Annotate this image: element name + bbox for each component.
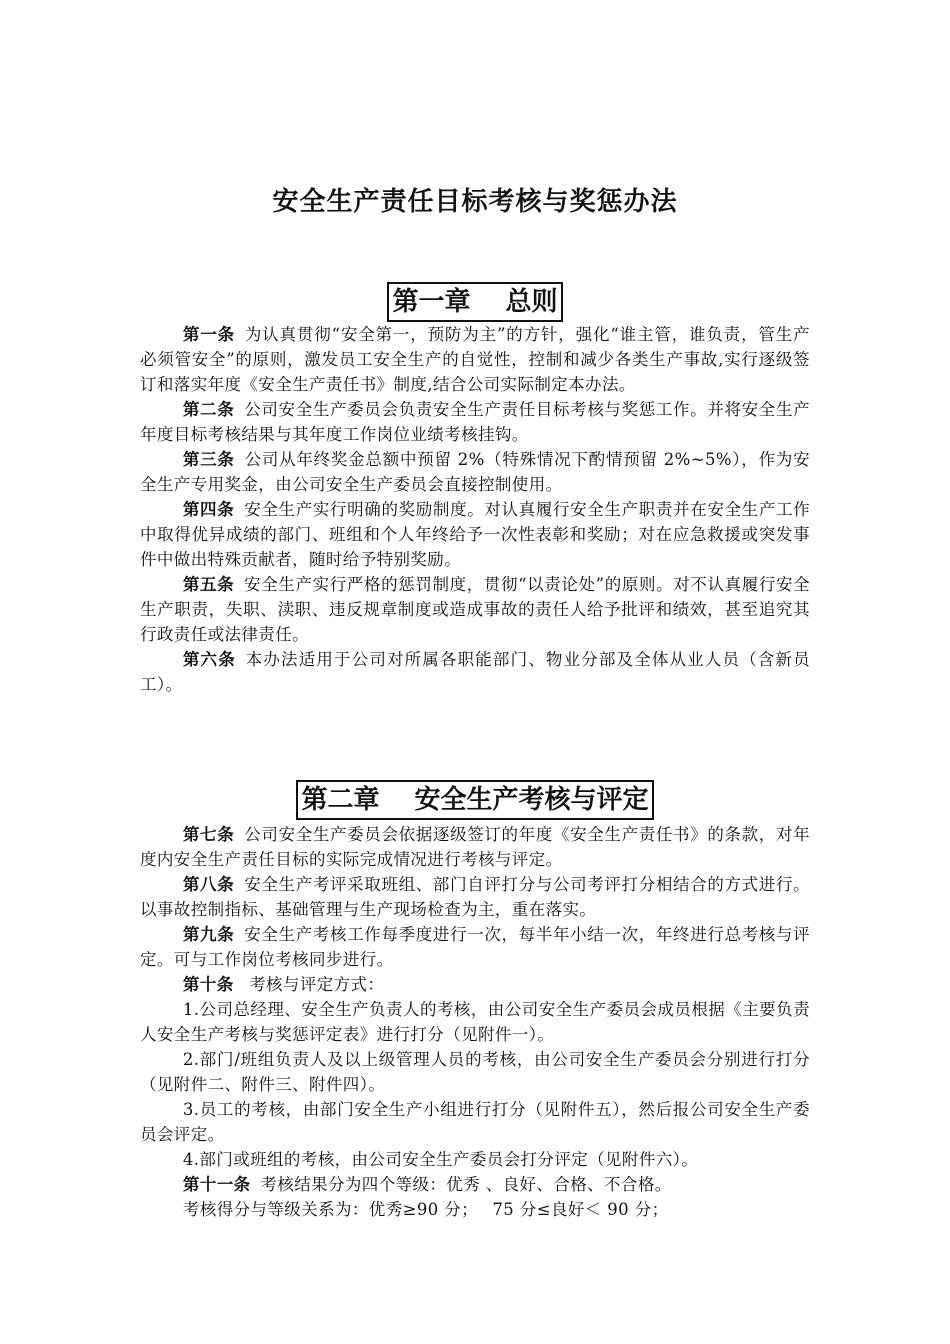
chapter-2-header bbox=[0, 780, 950, 820]
article-label: 第六条 bbox=[182, 650, 236, 669]
article-label: 第三条 bbox=[182, 450, 235, 469]
article-text: 安全生产实行明确的奖励制度。对认真履行安全生产职责并在安全生产工作中取得优异成绩的部门、班组和个人年终给予一次性表彰和奖励；对在应急救援或突发事件中做出特殊贡献者，随时给予特别奖励。 bbox=[140, 500, 811, 569]
article-text: 安全生产考评采取班组、部门自评打分与公司考评打分相结合的方式进行。以事故控制指标、基础管理与生产现场检查为主，重在落实。 bbox=[140, 875, 811, 919]
article-text: 公司从年终奖金总额中预留 2%（特殊情况下酌情预留 2%~5%），作为安全生产专用奖金，由公司安全生产委员会直接控制使用。 bbox=[140, 450, 810, 494]
article-text: 考核与评定方式： bbox=[243, 975, 385, 994]
article-1 bbox=[140, 322, 810, 397]
chapter-1-header bbox=[0, 282, 950, 322]
article-label: 第十条 bbox=[182, 975, 234, 994]
grade-relation-line: 考核得分与等级关系为：优秀≥90 分； 75 分≤良好＜ 90 分； bbox=[182, 1200, 669, 1219]
article-text: 本办法适用于公司对所属各职能部门、物业分部及全体从业人员（含新员工）。 bbox=[140, 650, 810, 694]
article-5 bbox=[140, 572, 810, 647]
assessment-item-1: 1.公司总经理、安全生产负责人的考核，由公司安全生产委员会成员根据《主要负责人安全生产考核与奖惩评定表》进行打分（见附件一）。 bbox=[140, 1000, 810, 1044]
chapter-1-body bbox=[140, 322, 810, 697]
article-label: 第十一条 bbox=[182, 1175, 251, 1194]
article-8 bbox=[140, 872, 810, 922]
article-text: 为认真贯彻“安全第一，预防为主”的方针，强化“谁主管，谁负责，管生产必须管安全”的原则，激发员工安全生产的自觉性，控制和减少各类生产事故,实行逐级签订和落实年度《安全生产责任书》制度,结合公司实际制定本办法。 bbox=[140, 325, 811, 394]
article-text: 考核结果分为四个等级：优秀 、良好、合格、不合格。 bbox=[260, 1175, 672, 1194]
article-text: 公司安全生产委员会负责安全生产责任目标考核与奖惩工作。并将安全生产年度目标考核结果与其年度工作岗位业绩考核挂钩。 bbox=[140, 400, 811, 444]
article-label: 第八条 bbox=[182, 875, 235, 894]
article-3 bbox=[140, 447, 810, 497]
article-10 bbox=[140, 972, 810, 997]
article-4 bbox=[140, 497, 810, 572]
article-text: 安全生产实行严格的惩罚制度，贯彻“以责论处”的原则。对不认真履行安全生产职责，失职、渎职、违反规章制度或造成事故的责任人给予批评和绩效，甚至追究其行政责任或法律责任。 bbox=[140, 575, 810, 644]
chapter-1-title: 第一章 总则 bbox=[387, 282, 562, 322]
article-9 bbox=[140, 922, 810, 972]
article-label: 第四条 bbox=[182, 500, 235, 519]
article-6 bbox=[140, 647, 810, 697]
document-title: 安全生产责任目标考核与奖惩办法 bbox=[272, 187, 678, 217]
article-label: 第二条 bbox=[182, 400, 235, 419]
article-label: 第五条 bbox=[182, 575, 235, 594]
article-text: 安全生产考核工作每季度进行一次，每半年小结一次，年终进行总考核与评定。可与工作岗位考核同步进行。 bbox=[140, 925, 811, 969]
assessment-item-4: 4.部门或班组的考核，由公司安全生产委员会打分评定（见附件六）。 bbox=[182, 1150, 699, 1169]
article-11 bbox=[140, 1172, 810, 1197]
article-2 bbox=[140, 397, 810, 447]
article-label: 第九条 bbox=[182, 925, 235, 944]
article-text: 公司安全生产委员会依据逐级签订的年度《安全生产责任书》的条款，对年度内安全生产责任目标的实际完成情况进行考核与评定。 bbox=[140, 825, 811, 869]
assessment-item-2: 2.部门/班组负责人及以上级管理人员的考核，由公司安全生产委员会分别进行打分（见附件二、附件三、附件四）。 bbox=[140, 1050, 810, 1094]
chapter-2-body bbox=[140, 822, 810, 1222]
chapter-2-title: 第二章 安全生产考核与评定 bbox=[296, 780, 653, 820]
article-7 bbox=[140, 822, 810, 872]
assessment-item-3: 3.员工的考核，由部门安全生产小组进行打分（见附件五），然后报公司安全生产委员会评定。 bbox=[140, 1100, 810, 1144]
article-label: 第一条 bbox=[182, 325, 235, 344]
article-label: 第七条 bbox=[182, 825, 235, 844]
